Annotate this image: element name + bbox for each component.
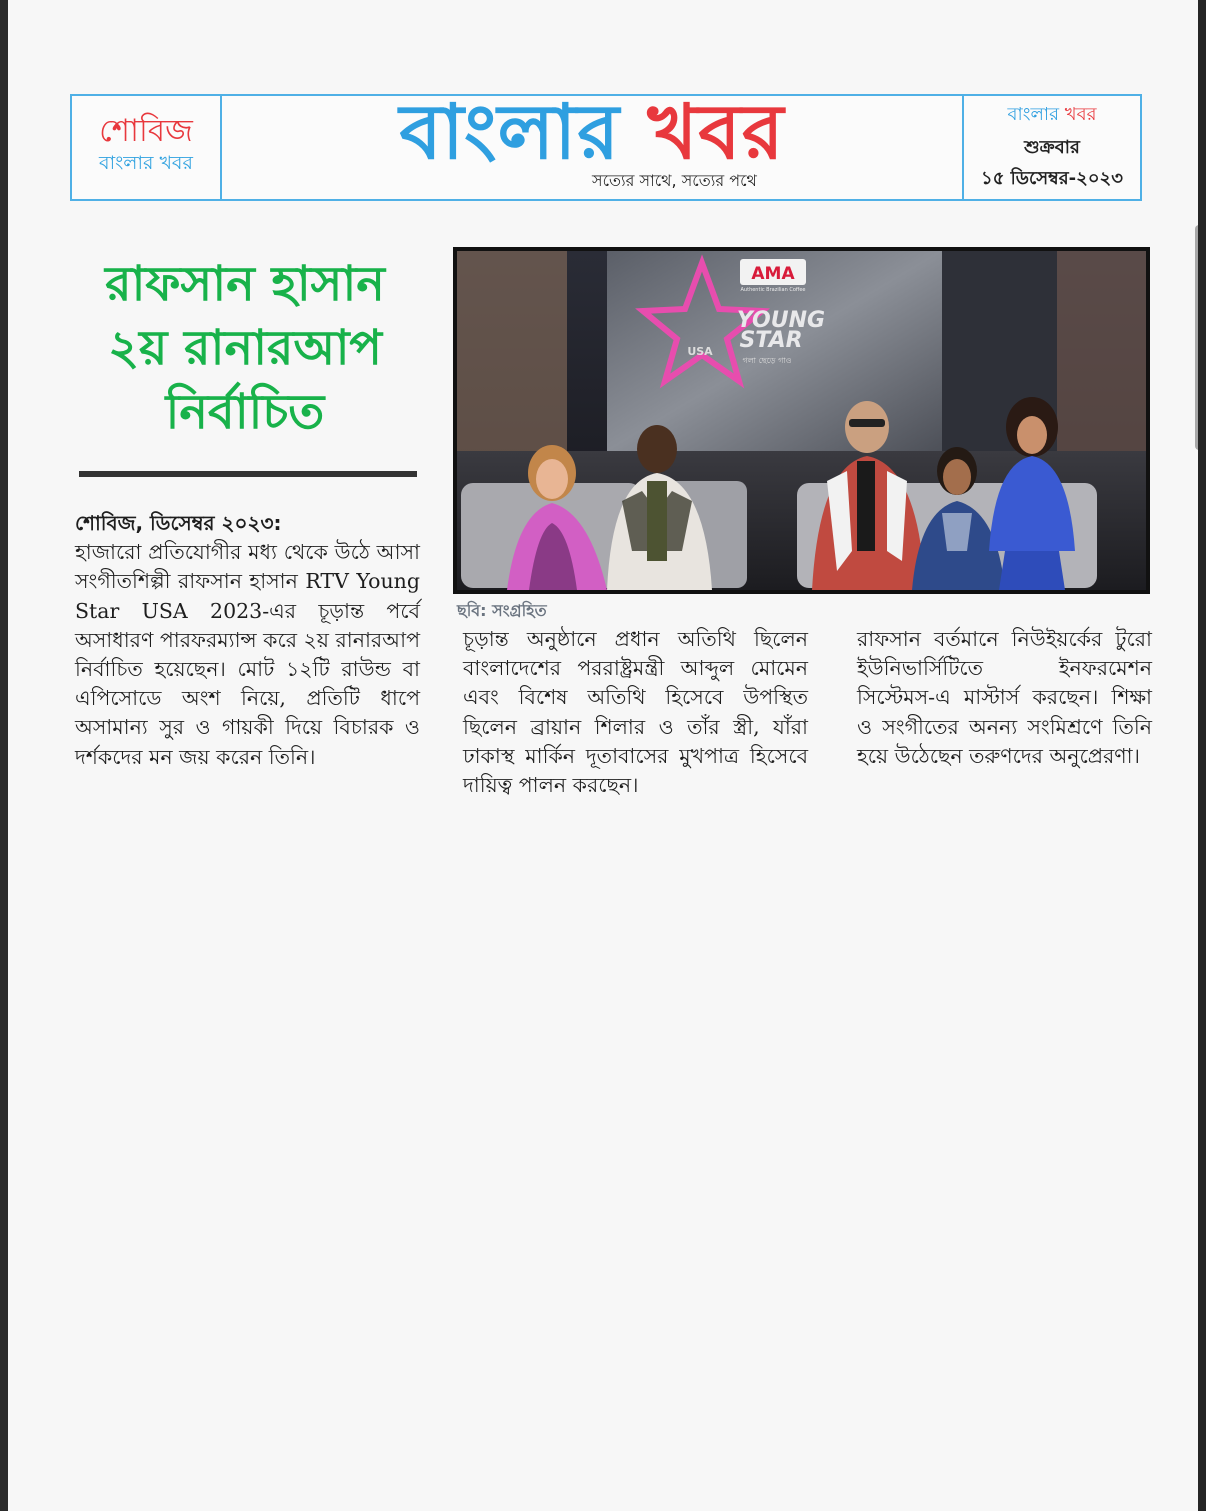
masthead — [70, 87, 1142, 201]
date: ১৫ ডিসেম্বর-২০২৩ — [981, 168, 1123, 189]
headline-line: ২য় রানারআপ — [107, 320, 383, 376]
screen-logo-tagline: গলা ছেড়ে গাও — [742, 356, 792, 365]
screen-logo-sub: Authentic Brazilian Coffee — [740, 287, 806, 293]
screen-logo-star: STAR — [739, 328, 803, 353]
stage-photo-illustration — [457, 251, 1146, 590]
section-name: শোবিজ — [99, 112, 193, 149]
headline-line: নির্বাচিত — [165, 384, 325, 440]
headline-line: রাফসান হাসান — [105, 256, 385, 312]
section-box — [72, 96, 222, 199]
date-box — [964, 96, 1140, 199]
article-column-3: রাফসান বর্তমানে নিউইয়র্কের টুরো ইউনিভার্সিটিতে ইনফরমেশন সিস্টেমস-এ মাস্টার্স করছেন। শিক্ষা ও সংগীতের অনন্য সংমিশ্রণে তিনি হয়ে উঠেছেন তরুণদের অনুপ্রেরণা। — [857, 627, 1152, 768]
screen-logo-usa: USA — [687, 345, 713, 358]
article-photo — [453, 247, 1150, 594]
scrollbar-track[interactable] — [1198, 0, 1206, 1511]
title-box — [222, 87, 964, 199]
screen-logo-ama: AMA — [751, 264, 795, 284]
newspaper-title — [222, 87, 962, 176]
date-brand-part-2: খবর — [1064, 104, 1097, 125]
tagline: সত্যের সাথে, সত্যের পথে — [592, 171, 757, 190]
newspaper-page — [8, 0, 1198, 1511]
dateline: শোবিজ, ডিসেম্বর ২০২৩: — [75, 511, 282, 535]
article-column-1 — [75, 509, 420, 772]
headline-rule — [79, 471, 417, 477]
date-brand-part-1: বাংলার — [1007, 104, 1060, 125]
section-brand: বাংলার খবর — [99, 152, 193, 175]
photo-caption: ছবি: সংগ্রহিত — [457, 601, 547, 620]
weekday: শুক্রবার — [1024, 137, 1080, 158]
title-part-1: বাংলার — [399, 87, 621, 176]
title-part-2: খবর — [647, 87, 785, 176]
headline — [70, 252, 420, 444]
column-1-text: হাজারো প্রতিযোগীর মধ্য থেকে উঠে আসা সংগীতশিল্পী রাফসান হাসান RTV Young Star USA 2023-এর চূড়ান্ত পর্বে অসাধারণ পারফরম্যান্স করে ২য় রানারআপ নির্বাচিত হয়েছেন। মোট ১২টি রাউন্ড বা এপিসোডে অংশ নিয়ে, প্রতিটি ধাপে অসামান্য সুর ও গায়কী দিয়ে বিচারক ও দর্শকদের মন জয় করেন তিনি। — [75, 540, 420, 769]
date-box-brand — [1007, 100, 1096, 131]
screen-logo-young: YOUNG — [736, 308, 826, 333]
article-column-2: চূড়ান্ত অনুষ্ঠানে প্রধান অতিথি ছিলেন বাংলাদেশের পররাষ্ট্রমন্ত্রী আব্দুল মোমেন এবং বিশেষ অতিথি হিসেবে উপস্থিত ছিলেন ব্রায়ান শিলার ও তাঁর স্ত্রী, যাঁরা ঢাকাস্থ মার্কিন দূতাবাসের মুখপাত্র হিসেবে দায়িত্ব পালন করছেন। — [463, 627, 808, 798]
